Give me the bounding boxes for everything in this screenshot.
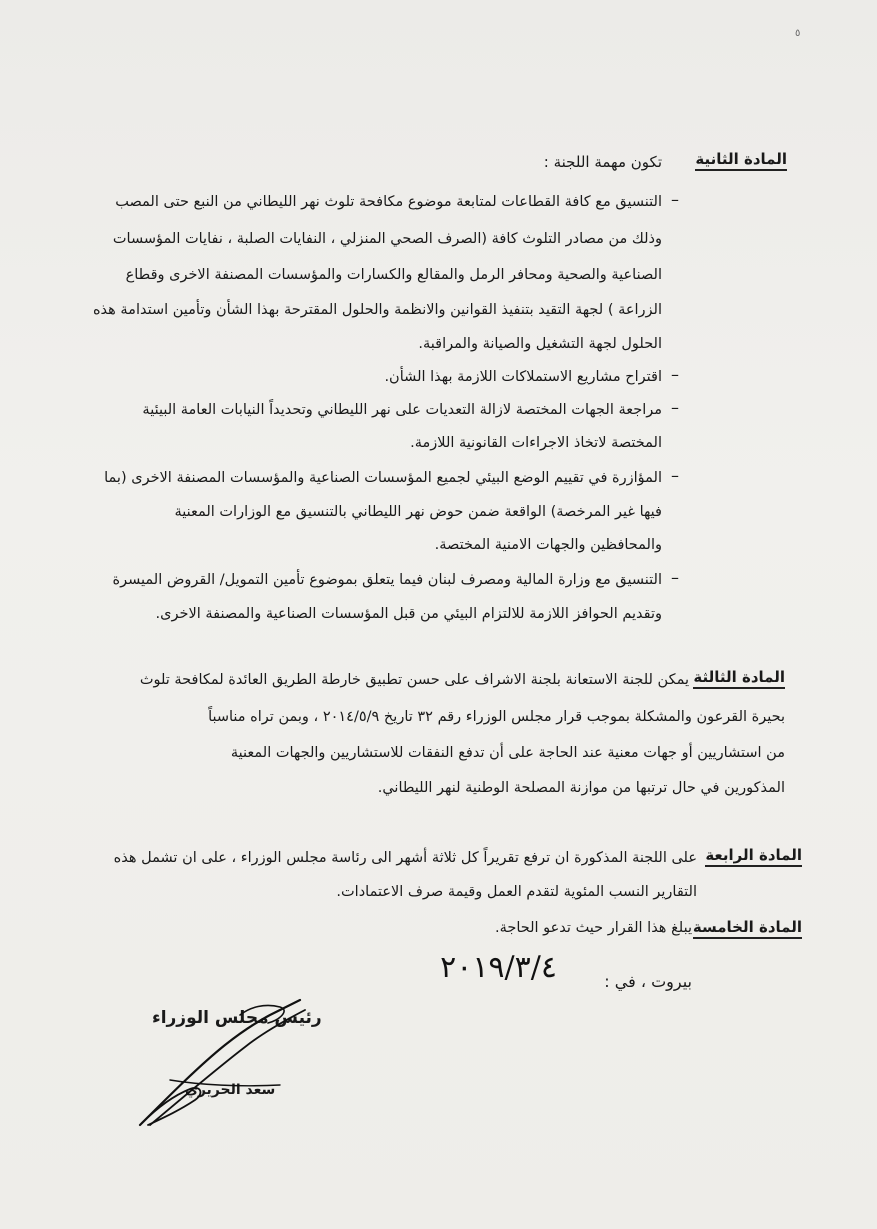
article4-line1: على اللجنة المذكورة ان ترفع تقريراً كل ثلاثة أشهر الى رئاسة مجلس الوزراء ، على ان تشمل هذه (113, 850, 697, 866)
article2-bullet4-line2: فيها غير المرخصة) الواقعة ضمن حوض نهر الليطاني بالتنسيق مع الوزارات المعنية (174, 504, 662, 520)
article2-bullet1-line1: التنسيق مع كافة القطاعات لمتابعة موضوع مكافحة تلوث نهر الليطاني من النبع حتى المصب (115, 194, 662, 210)
bullet-dash: – (671, 466, 679, 485)
article2-bullet4-line1: المؤازرة في تقييم الوضع البيئي لجميع المؤسسات الصناعية والمؤسسات المصنفة الاخرى (بما (104, 470, 662, 486)
article2-bullet2-line1: اقتراح مشاريع الاستملاكات اللازمة بهذا الشأن. (384, 369, 662, 385)
article2-bullet5-line1: التنسيق مع وزارة المالية ومصرف لبنان فيما يتعلق بموضوع تأمين التمويل/ القروض الميسرة (112, 572, 662, 588)
article2-bullet3-line1: مراجعة الجهات المختصة لازالة التعديات على نهر الليطاني وتحديداً النيابات العامة البيئية (142, 402, 662, 418)
article3-line1: يمكن للجنة الاستعانة بلجنة الاشراف على حسن تطبيق خارطة الطريق العائدة لمكافحة تلوث (139, 672, 689, 688)
article3-line3: من استشاريين أو جهات معنية عند الحاجة على أن تدفع النفقات للاستشاريين والجهات المعنية (230, 745, 785, 761)
article2-bullet1-line2: وذلك من مصادر التلوث كافة (الصرف الصحي المنزلي ، النفايات الصلبة ، نفايات المؤسسات (112, 231, 662, 247)
article3-line4: المذكورين في حال ترتبها من موازنة المصلحة الوطنية لنهر الليطاني. (377, 780, 785, 796)
bullet-dash: – (671, 190, 679, 209)
dateline-date: ٢٠١٩/٣/٤ (440, 950, 557, 985)
article2-bullet3-line2: المختصة لاتخاذ الاجراءات القانونية اللازمة. (410, 435, 662, 451)
article3-label: المادة الثالثة (693, 668, 785, 689)
article2-bullet5-line2: وتقديم الحوافز اللازمة للالتزام البيئي من قبل المؤسسات الصناعية والمصنفة الاخرى. (155, 606, 662, 622)
bullet-dash: – (671, 398, 679, 417)
signature-title: رئيس مجلس الوزراء (152, 1008, 322, 1028)
bullet-dash: – (671, 568, 679, 587)
article5-label: المادة الخامسة (693, 918, 802, 939)
handwritten-signature (130, 985, 330, 1135)
article2-bullet1-line3: الصناعية والصحية ومحافر الرمل والمقالع والكسارات والمؤسسات المصنفة الاخرى وقطاع (125, 267, 662, 283)
signature-name: سعد الحريري (185, 1082, 276, 1098)
article4-label: المادة الرابعة (705, 846, 802, 867)
article2-label: المادة الثانية (695, 150, 787, 171)
article2-bullet1-line4: الزراعة ) لجهة التقيد بتنفيذ القوانين والانظمة والحلول المقترحة بهذا الشأن وتأمين استدامة هذه (92, 302, 662, 318)
article3-line2: بحيرة القرعون والمشكلة بموجب قرار مجلس الوزراء رقم ٣٢ تاريخ ٢٠١٤/٥/٩ ، وبمن تراه مناسباً (208, 709, 785, 725)
article2-intro: تكون مهمة اللجنة : (543, 153, 662, 171)
page-corner-mark: ٥ (795, 28, 801, 39)
dateline-place: بيروت ، في : (604, 972, 692, 991)
article2-bullet1-line5: الحلول لجهة التشغيل والصيانة والمراقبة. (418, 336, 662, 352)
article5-text: يبلغ هذا القرار حيث تدعو الحاجة. (494, 920, 692, 936)
article2-bullet4-line3: والمحافظين والجهات الامنية المختصة. (434, 537, 662, 553)
bullet-dash: – (671, 365, 679, 384)
article4-line2: التقارير النسب المئوية لتقدم العمل وقيمة صرف الاعتمادات. (336, 884, 697, 900)
